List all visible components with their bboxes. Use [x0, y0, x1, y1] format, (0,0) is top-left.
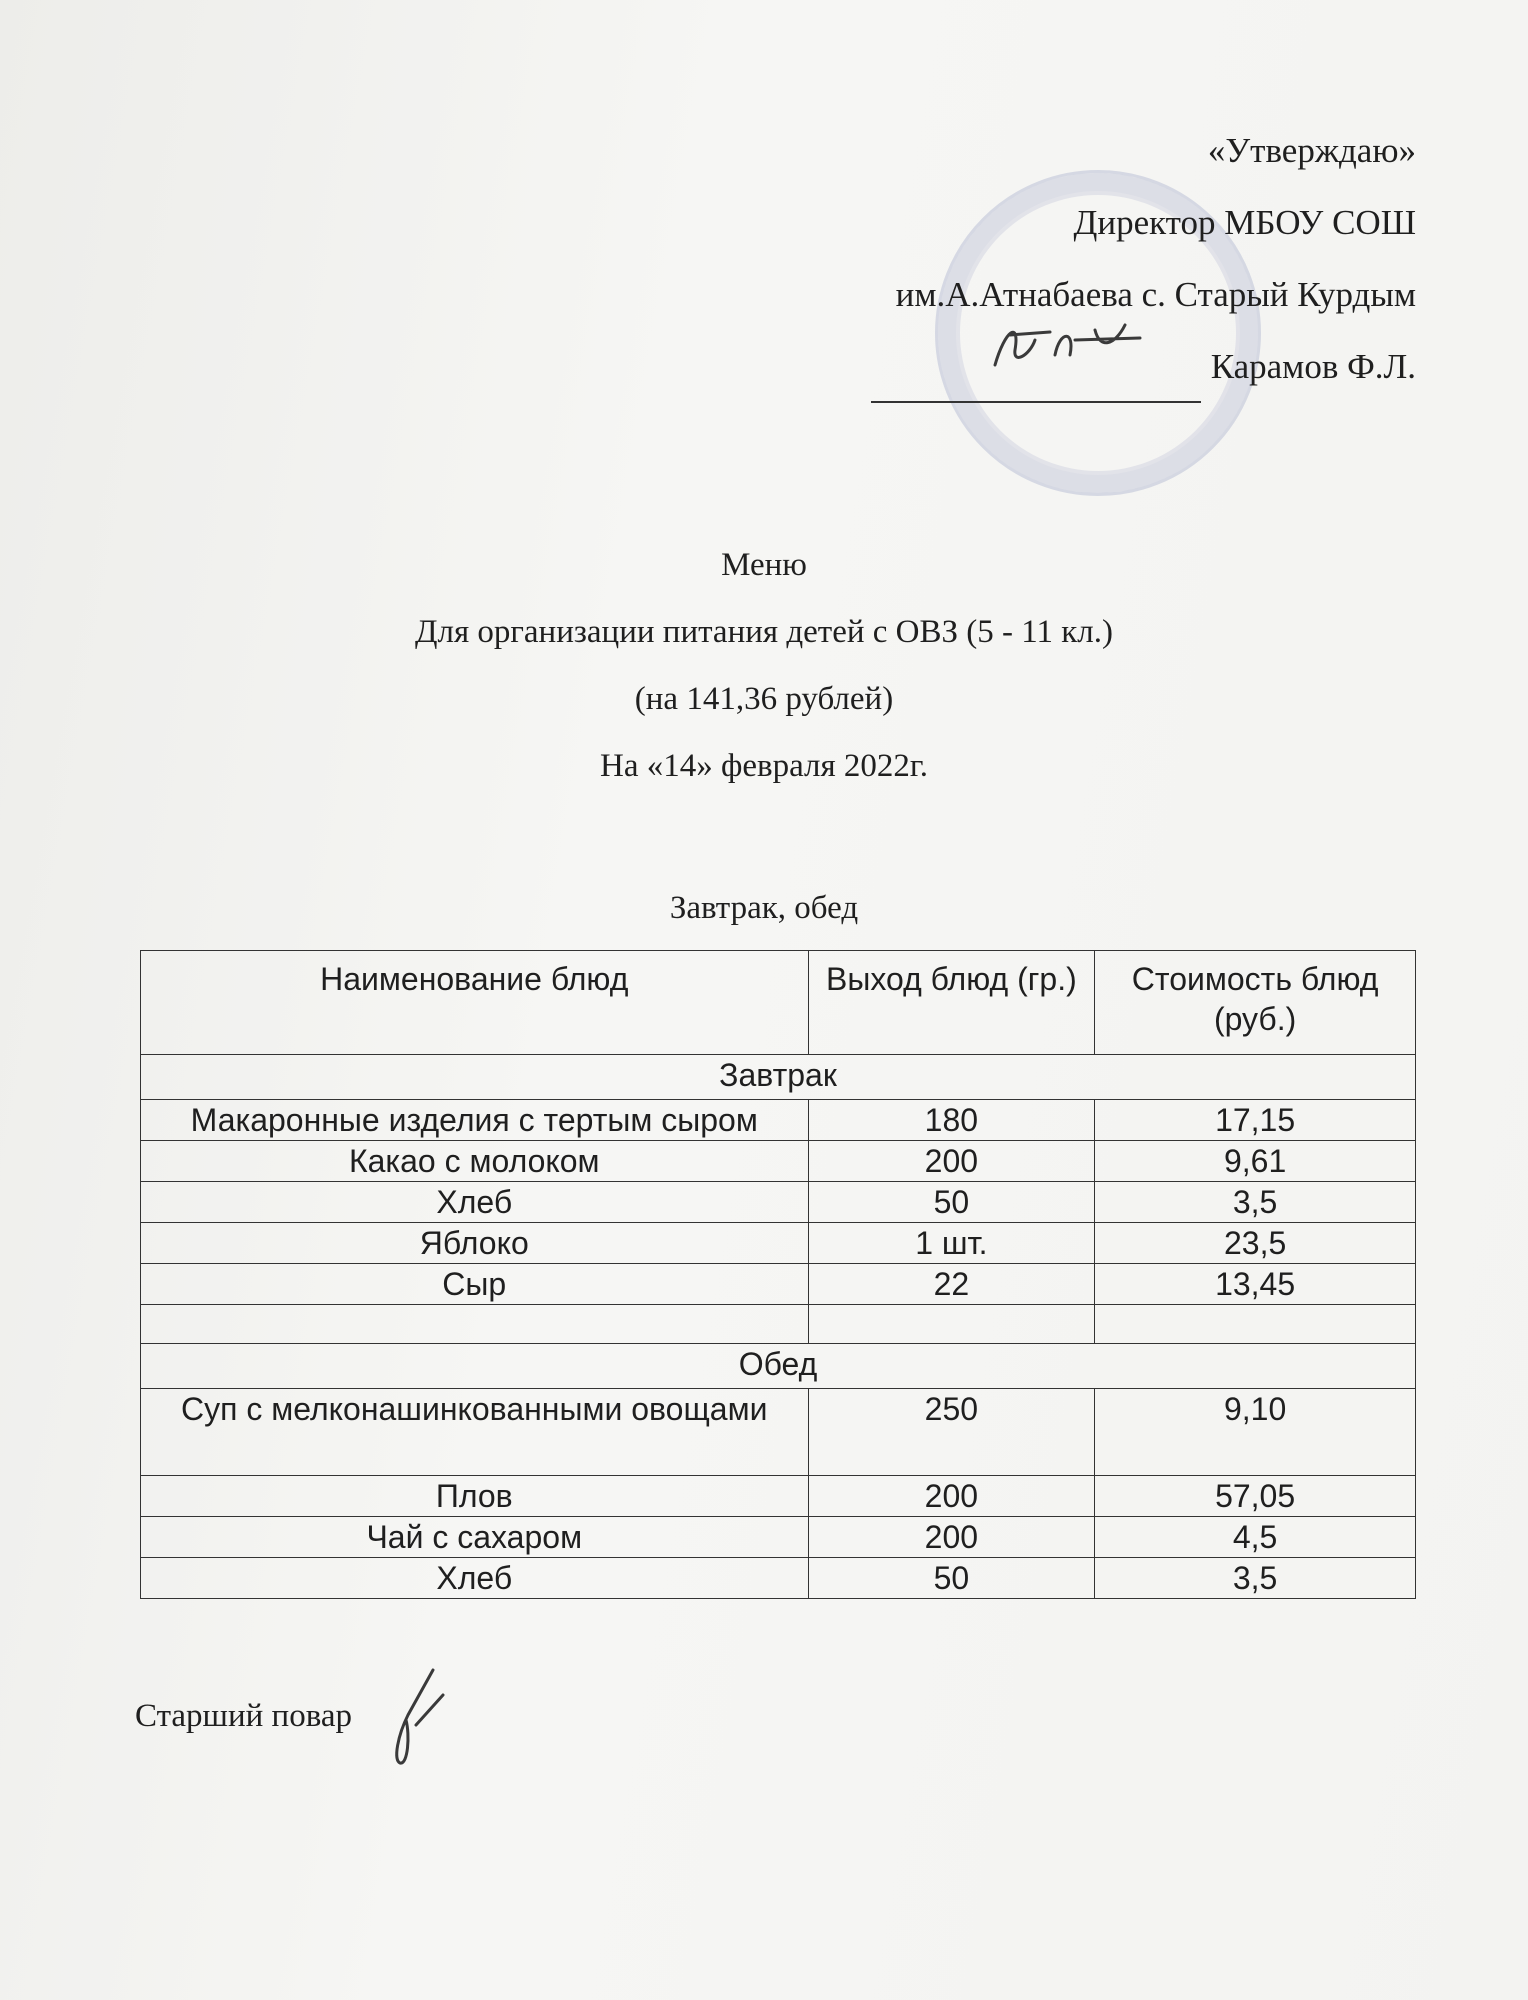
dish-name: [141, 1305, 809, 1344]
dish-cost: [1095, 1305, 1416, 1344]
dish-name: Сыр: [141, 1264, 809, 1305]
approval-line-1: «Утверждаю»: [1207, 131, 1416, 170]
dish-cost: 4,5: [1095, 1517, 1416, 1558]
dish-name: Макаронные изделия с тертым сыром: [141, 1100, 809, 1141]
title-line-1: Меню: [721, 547, 807, 583]
cook-label: Старший повар: [135, 1698, 352, 1734]
dish-name: Суп с мелконашинкованными овощами: [141, 1389, 809, 1476]
dish-cost: 3,5: [1095, 1182, 1416, 1223]
section-row-breakfast: [141, 1055, 1416, 1100]
dish-cost: 9,61: [1095, 1141, 1416, 1182]
dish-portion: 180: [808, 1100, 1095, 1141]
dish-portion: 200: [808, 1141, 1095, 1182]
dish-portion: [808, 1305, 1095, 1344]
dish-portion: 50: [808, 1182, 1095, 1223]
cook-signature: [388, 1665, 448, 1770]
dish-cost: 57,05: [1095, 1476, 1416, 1517]
table-row: [141, 1517, 1416, 1558]
dish-portion: 250: [808, 1389, 1095, 1476]
table-header-row: [141, 951, 1416, 1055]
section-title: Обед: [141, 1344, 1416, 1389]
header-dish-name: Наименование блюд: [141, 951, 809, 1055]
approval-signer: Карамов Ф.Л.: [1210, 347, 1416, 386]
dish-portion: 200: [808, 1517, 1095, 1558]
dish-cost: 23,5: [1095, 1223, 1416, 1264]
title-line-4: На «14» февраля 2022г.: [600, 748, 928, 784]
dish-portion: 200: [808, 1476, 1095, 1517]
director-signature: [975, 310, 1150, 380]
table-row-empty: [141, 1305, 1416, 1344]
table-row: [141, 1558, 1416, 1599]
table-row: [141, 1264, 1416, 1305]
approval-line-3: им.А.Атнабаева с. Старый Курдым: [895, 275, 1416, 314]
dish-portion: 22: [808, 1264, 1095, 1305]
table-row: [141, 1476, 1416, 1517]
dish-cost: 3,5: [1095, 1558, 1416, 1599]
approval-line-2: Директор МБОУ СОШ: [1073, 203, 1416, 242]
dish-cost: 17,15: [1095, 1100, 1416, 1141]
header-cost: Стоимость блюд (руб.): [1095, 951, 1416, 1055]
dish-name: Хлеб: [141, 1558, 809, 1599]
header-portion: Выход блюд (гр.): [808, 951, 1095, 1055]
dish-name: Хлеб: [141, 1182, 809, 1223]
table-row: [141, 1141, 1416, 1182]
dish-cost: 13,45: [1095, 1264, 1416, 1305]
section-title: Завтрак: [141, 1055, 1416, 1100]
dish-name: Яблоко: [141, 1223, 809, 1264]
table-row: [141, 1100, 1416, 1141]
menu-table: [140, 950, 1416, 1599]
table-row: [141, 1182, 1416, 1223]
dish-portion: 50: [808, 1558, 1095, 1599]
title-line-2: Для организации питания детей с ОВЗ (5 - 11 кл.): [414, 614, 1114, 650]
dish-name: Чай с сахаром: [141, 1517, 809, 1558]
table-row: [141, 1389, 1416, 1476]
dish-name: Какао с молоком: [141, 1141, 809, 1182]
dish-portion: 1 шт.: [808, 1223, 1095, 1264]
document-title: [0, 532, 1528, 800]
dish-name: Плов: [141, 1476, 809, 1517]
dish-cost: 9,10: [1095, 1389, 1416, 1476]
section-row-lunch: [141, 1344, 1416, 1389]
meal-heading: Завтрак, обед: [669, 890, 859, 926]
title-line-3: (на 141,36 рублей): [634, 681, 894, 717]
table-row: [141, 1223, 1416, 1264]
